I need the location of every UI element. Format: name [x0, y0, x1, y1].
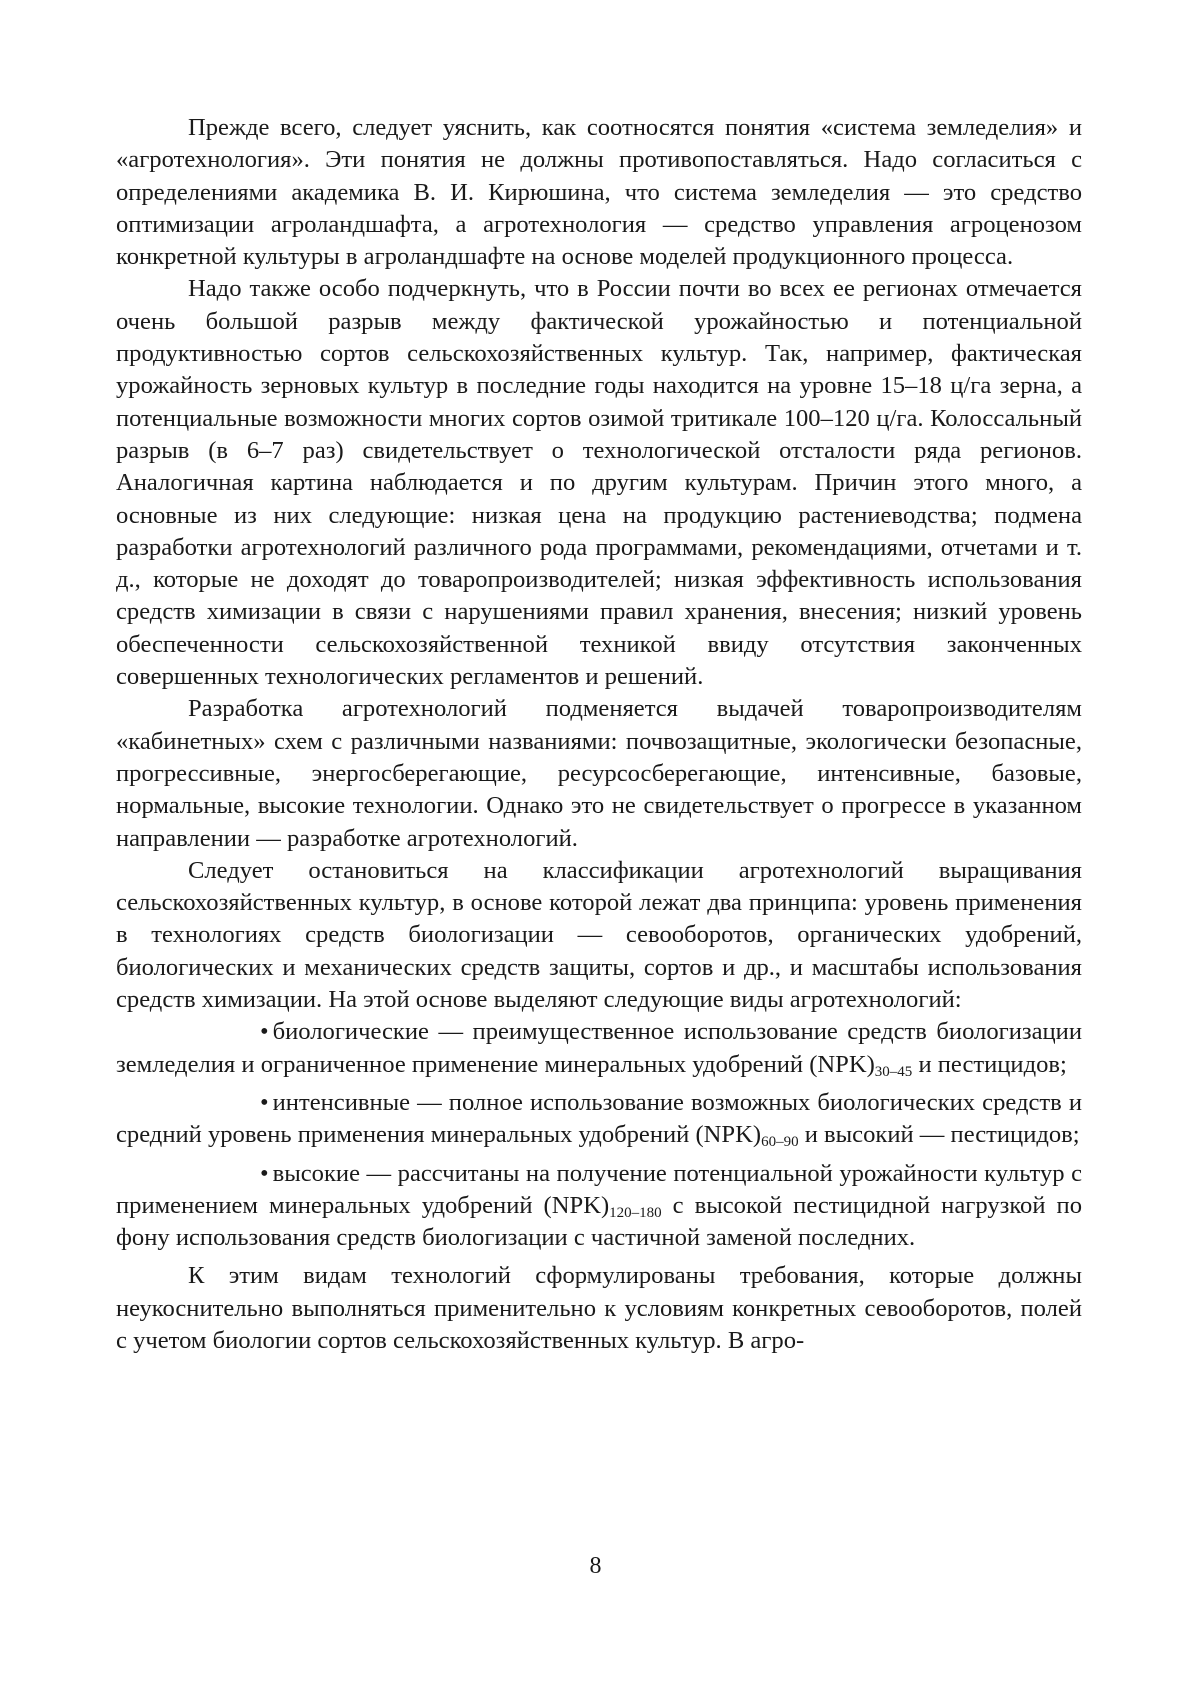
paragraph-cabinet-schemes: Разработка агротехнологий подменяется выдачей товаропроизводителям «кабинетных» схем с различными названиями: почвозащитные, экологически безопасные, прогрессивные, энергосберегающие, ресурсосберегающие, интенсивные, базовые, нормальные, высокие технологии. Однако это не свидетельствует о прогрессе в указанном направлении — разработке агротехнологий. [116, 695, 1082, 852]
bullet-text: интенсивные — полное использование возможных биологических средств и средний уровень применения минеральных удобрений (NPK) [116, 1088, 1082, 1149]
page-body-text [116, 112, 1082, 1357]
npk-subscript: 30–45 [874, 1063, 913, 1080]
bullet-text-end: с высокой пестицидной нагрузкой по фону использования средств биологизации с частичной заменой последних. [116, 1191, 1082, 1252]
npk-subscript: 120–180 [609, 1204, 662, 1221]
page-number: 8 [589, 1553, 602, 1579]
bullet-item-high [116, 1158, 1082, 1255]
paragraph-classification: Следует остановиться на классификации агротехнологий выращивания сельскохозяйственных культур, в основе которой лежат два принципа: уровень применения в технологиях средств биологизации — севооборотов, органических удобрений, биологических и механических средств защиты, сортов и др., и масштабы использования средств химизации. На этой основе выделяют следующие виды агротехнологий: [116, 856, 1082, 1014]
bullet-icon: • [260, 1159, 269, 1187]
bullet-item-intensive [116, 1087, 1082, 1152]
bullet-icon: • [260, 1018, 269, 1046]
bullet-text: биологические — преимущественное использование средств биологизации земледелия и ограниченное применение минеральных удобрений (NPK) [116, 1018, 1082, 1078]
bullet-icon: • [260, 1088, 269, 1116]
paragraph-yield-gap: Надо также особо подчеркнуть, что в России почти во всех ее регионах отмечается очень большой разрыв между фактической урожайностью и потенциальной продуктивностью сортов сельскохозяйственных культур. Так, например, фактическая урожайность зерновых культур в последние годы находится на уровне 15–18 ц/га зерна, а потенциальные возможности многих сортов озимой тритикале 100–120 ц/га. Колоссальный разрыв (в 6–7 раз) свидетельствует о технологической отсталости ряда регионов. Аналогичная картина наблюдается и по другим культурам. Причин этого много, а основные из них следующие: низкая цена на продукцию растениеводства; подмена разработки агротехнологий различного рода программами, рекомендациями, отчетами и т. д., которые не доходят до товаропроизводителей; низкая эффективность использования средств химизации в связи с нарушениями правил хранения, внесения; низкий уровень обеспеченности сельскохозяйственной техникой ввиду отсутствия законченных совершенных технологических регламентов и решений. [116, 275, 1082, 691]
paragraph-requirements: К этим видам технологий сформулированы требования, которые должны неукоснительно выполняться применительно к условиям конкретных севооборотов, полей с учетом биологии сортов сельскохозяйственных культур. В агро- [116, 1262, 1082, 1354]
bullet-text: высокие — рассчитаны на получение потенциальной урожайности культур с применением минеральных удобрений (NPK) [116, 1159, 1082, 1219]
npk-subscript: 60–90 [761, 1134, 799, 1151]
paragraph-system-vs-agrotechnology: Прежде всего, следует уяснить, как соотносятся понятия «система земледелия» и «агротехнология». Эти понятия не должны противопоставляться. Надо согласиться с определениями академика В. И. Кирюшина, что система земледелия — это средство оптимизации агроландшафта, а агротехнология — средство управления агроценозом конкретной культуры в агроландшафте на основе моделей продукционного процесса. [116, 114, 1082, 271]
bullet-text-end: и пестицидов; [912, 1050, 1067, 1078]
bullet-text-end: и высокий — пестицидов; [798, 1121, 1080, 1149]
bullet-item-biological [116, 1016, 1082, 1081]
